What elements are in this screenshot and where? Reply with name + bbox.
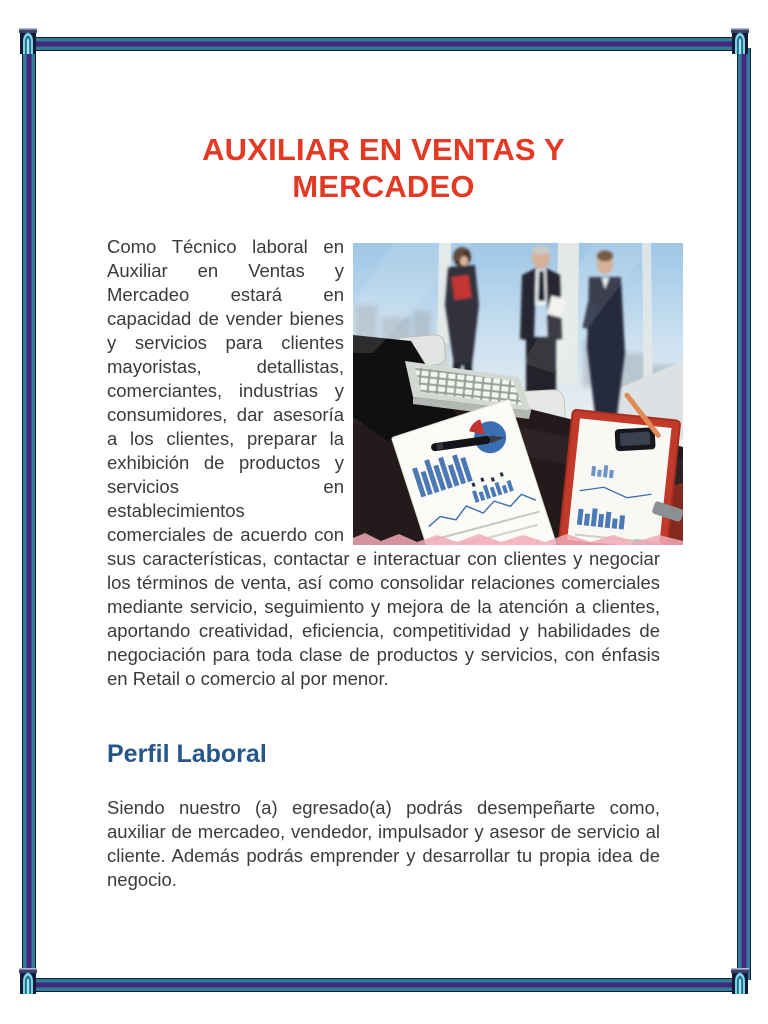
intro-paragraph-text: Como Técnico laboral en Auxiliar en Ventas y Mercadeo estará en capacidad de vender bienes y servicios para clientes mayoristas, detallistas, comerciantes, industrias y consumidores, dar asesoría a los clientes, preparar la exhibición de productos y servicios en establecimientos comerciales de acuerdo con sus características, contactar e interactuar con clientes y negociar los términos de venta, así como consolidar relaciones comerciales mediante servicio, seguimiento y mejora de la atención a clientes, aportando creatividad, eficiencia, competitividad y habilidades de negociación para toda clase de productos y servicios, con énfasis en Retail o comercio al por menor. bbox=[107, 236, 660, 690]
business-meeting-photo bbox=[353, 243, 683, 545]
border-right-bar bbox=[737, 48, 751, 980]
border-bottom-bar bbox=[30, 978, 738, 992]
section-heading: Perfil Laboral bbox=[107, 740, 267, 769]
document-page bbox=[107, 53, 660, 892]
intro-paragraph bbox=[107, 235, 660, 691]
border-corner-post-icon bbox=[731, 968, 749, 995]
border-top-bar bbox=[30, 37, 738, 51]
border-corner-post-icon bbox=[19, 968, 37, 995]
page-title: AUXILIAR EN VENTAS Y MERCADEO bbox=[202, 132, 565, 205]
border-left-bar bbox=[22, 48, 36, 980]
border-corner-post-icon bbox=[19, 28, 37, 55]
section-paragraph bbox=[107, 796, 660, 892]
section-paragraph-text: Siendo nuestro (a) egresado(a) podrás desempeñarte como, auxiliar de mercadeo, vendedor, impulsador y asesor de servicio al cliente. Además podrás emprender y desarrollar tu propia idea de negocio. bbox=[107, 797, 660, 891]
border-corner-post-icon bbox=[731, 28, 749, 55]
business-meeting-photo-art bbox=[353, 243, 683, 545]
